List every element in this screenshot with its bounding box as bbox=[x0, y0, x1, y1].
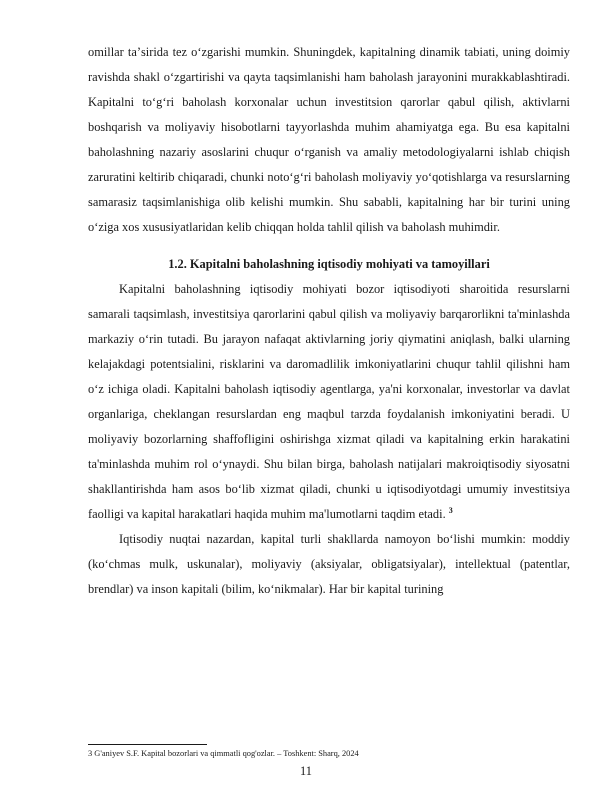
footnote-divider bbox=[88, 744, 207, 745]
footnote-reference[interactable]: 3 bbox=[448, 505, 453, 515]
page-number: 11 bbox=[300, 764, 312, 778]
paragraph-capital-forms: Iqtisodiy nuqtai nazardan, kapital turli shakllarda namoyon boʻlishi mumkin: moddiy (koʻchmas mulk, uskunalar), moliyaviy (aksiyalar, obligatsiyalar), intellektual (patentlar, brendlar) va inson kapitali (bilim, koʻnikmalar). Har bir kapital turining bbox=[88, 532, 570, 596]
footnote: 3 G'aniyev S.F. Kapital bozorlari va qimmatli qog'ozlar. – Toshkent: Sharq, 2024 bbox=[88, 749, 359, 758]
section-heading: 1.2. Kapitalni baholashning iqtisodiy mohiyati va tamoyillari bbox=[168, 257, 490, 271]
document-body bbox=[88, 40, 570, 602]
paragraph-text: Kapitalni baholashning iqtisodiy mohiyati bozor iqtisodiyoti sharoitida resurslarni samarali taqsimlash, investitsiya qarorlarini qabul qilish va moliyaviy barqarorlikni ta'minlashda markaziy oʻrin tutadi. Bu jarayon nafaqat aktivlarning joriy qiymatini aniqlash, balki ularning kelajakdagi potentsialini, risklarini va daromadlilik imkoniyatlarini chuqur tahlil qilishni ham oʻz ichiga oladi. Kapitalni baholash iqtisodiy agentlarga, ya'ni korxonalar, investorlar va davlat organlariga, cheklangan resurslardan eng maqbul tarzda foydalanish imkoniyatini beradi. U moliyaviy bozorlarning shaffofligini oshirishga xizmat qiladi va kapitalning erkin harakatini ta'minlashda muhim rol oʻynaydi. Shu bilan birga, baholash natijalari makroiqtisodiy siyosatni shakllantirishda ham asos boʻlib xizmat qiladi, chunki u iqtisodiyotdagi umumiy investitsiya faolligi va kapital harakatlari haqida muhim ma'lumotlarni taqdim etadi. bbox=[88, 282, 570, 521]
paragraph-continued: omillar taʼsirida tez oʻzgarishi mumkin. Shuningdek, kapitalning dinamik tabiati, uning doimiy ravishda shakl oʻzgartirishi va qayta taqsimlanishi ham baholash jarayonini murakkablashtiradi. Kapitalni toʻgʻri baholash korxonalar uchun investitsion qarorlar qabul qilish, aktivlarni boshqarish va moliyaviy hisobotlarni tayyorlashda muhim ahamiyatga ega. Bu esa kapitalni baholashning nazariy asoslarini chuqur oʻrganish va amaliy metodologiyalarni ishlab chiqish zaruratini keltirib chiqaradi, chunki notoʻgʻri baholash moliyaviy yoʻqotishlarga va resurslarning samarasiz taqsimlanishiga olib kelishi mumkin. Shu sababli, kapitalning har bir turini uning oʻziga xos xususiyatlaridan kelib chiqqan holda tahlil qilish va baholash muhimdir. bbox=[88, 45, 570, 234]
paragraph-economic-essence bbox=[88, 277, 570, 527]
